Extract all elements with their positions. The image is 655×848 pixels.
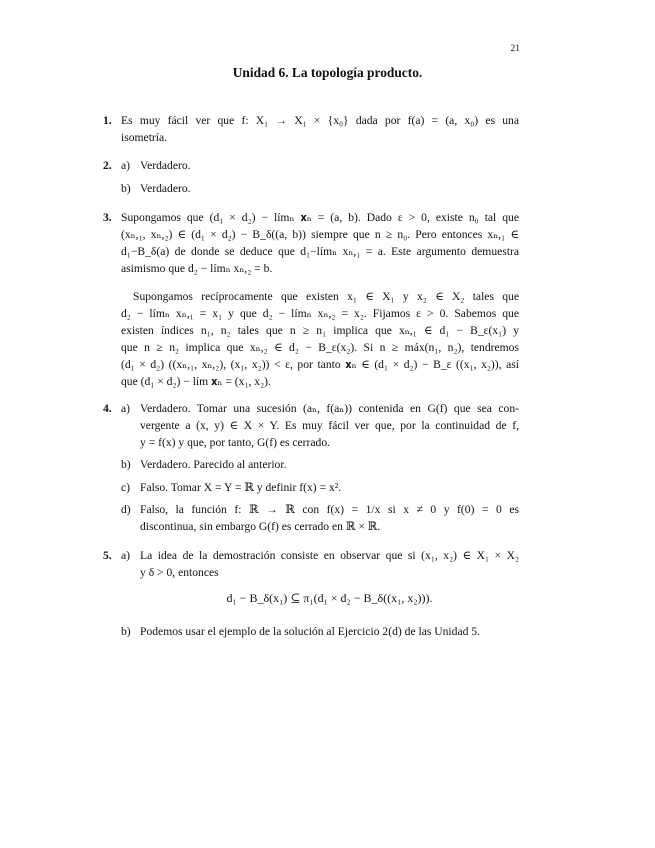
item-5a-line-1: La idea de la demostración consiste en observar que si (x₁, x₂) ∈ X₁ × X₂: [140, 549, 519, 562]
item-4d-line-2: discontinua, sin embargo G(f) es cerrado en ℝ × ℝ.: [140, 519, 381, 533]
item-5a-text: [140, 548, 519, 582]
item-5a-line-2: y δ > 0, entonces: [140, 565, 219, 579]
item-3-p2-line-6: que (d₁ × d₂) − lím 𝐱ₙ = (x₁, x₂).: [121, 374, 271, 388]
item-3-p2-line-2: d₂ − límₙ xₙ,₁ = x₁ y que d₂ − límₙ xₙ,₂ = x₂. Fijamos ε > 0. Sabemos que: [121, 306, 519, 320]
item-4c-label: c): [121, 481, 131, 494]
item-3-p2-line-4: que n ≥ n₂ implica que xₙ,₂ ∈ d₂ − B_ε(x₂). Si n ≥ máx(n₁, n₂), tendremos: [121, 340, 519, 354]
item-1-line-2: isometría.: [121, 130, 168, 144]
item-1-line-1: Es muy fácil ver que f: X₁ → X₁ × {x₀} dada por f(a) = (a, x₀) es una: [121, 114, 519, 127]
item-number-3: 3.: [103, 211, 112, 224]
item-3-p1-line-3: d₁−B_δ(a) de donde se deduce que d₁−límₙ xₙ,₁ = a. Este argumento demuestra: [121, 244, 519, 258]
item-4a-text: [140, 401, 519, 452]
item-3-p2-line-5: (d₁ × d₂) ((xₙ,₁, xₙ,₂), (x₁, x₂)) < ε, por tanto 𝐱ₙ ∈ (d₁ × d₂) − B_ε ((x₁, x₂)), así: [121, 357, 519, 371]
page-number: 21: [510, 44, 520, 54]
item-3-paragraph-1: [121, 210, 519, 278]
item-3-p2-line-3: existen índices n₁, n₂ tales que n ≥ n₁ implica que xₙ,₁ ∈ d₁ − B_ε(x₁) y: [121, 323, 519, 337]
item-number-4: 4.: [103, 402, 112, 415]
item-4c-text: Falso. Tomar X = Y = ℝ y definir f(x) = x².: [140, 481, 342, 494]
item-5b-label: b): [121, 625, 131, 638]
item-2a-label: a): [121, 159, 131, 172]
item-4a-label: a): [121, 402, 131, 415]
item-4b-label: b): [121, 458, 131, 471]
page-title: Unidad 6. La topología producto.: [232, 65, 423, 80]
item-4d-label: d): [121, 503, 131, 516]
item-3-p1-line-2: (xₙ,₁, xₙ,₂) ∈ (d₁ × d₂) − B_δ((a, b)) siempre que n ≥ n₀. Pero entonces xₙ,₁ ∈: [121, 227, 519, 241]
item-5b-text: Podemos usar el ejemplo de la solución al Ejercicio 2(d) de las Unidad 5.: [140, 625, 480, 638]
item-4a-line-1: Verdadero. Tomar una sucesión (aₙ, f(aₙ)) contenida en G(f) que sea con-: [140, 402, 519, 415]
item-5a-label: a): [121, 549, 131, 562]
item-5a-formula: d₁ − B_δ(x₁) ⊆ π₁(d₁ × d₂ − B_δ((x₁, x₂))).: [226, 591, 433, 605]
item-4a-line-2: vergente a (x, y) ∈ X × Y. Es muy fácil ver que, por la continuidad de f,: [140, 418, 519, 432]
item-4d-line-1: Falso, la función f: ℝ → ℝ con f(x) = 1/x si x ≠ 0 y f(0) = 0 es: [140, 503, 519, 516]
item-1-text: [121, 113, 519, 147]
item-2b-label: b): [121, 182, 131, 195]
item-3-p1-line-4: asimismo que d₂ − límₙ xₙ,₂ = b.: [121, 261, 273, 275]
item-4a-line-3: y = f(x) y que, por tanto, G(f) es cerrado.: [140, 435, 331, 449]
item-3-p1-line-1: Supongamos que (d₁ × d₂) − límₙ 𝐱ₙ = (a, b). Dado ε > 0, existe n₀ tal que: [121, 211, 519, 224]
item-4b-text: Verdadero. Parecido al anterior.: [140, 458, 287, 471]
item-2a-text: Verdadero.: [140, 159, 191, 172]
item-number-5: 5.: [103, 549, 112, 562]
item-2b-text: Verdadero.: [140, 182, 191, 195]
item-4d-text: [140, 502, 519, 536]
item-3-paragraph-2: [121, 289, 519, 390]
item-3-p2-line-1: Supongamos recíprocamente que existen x₁ ∈ X₁ y x₂ ∈ X₂ tales que: [133, 290, 519, 303]
item-number-2: 2.: [103, 159, 112, 172]
item-number-1: 1.: [103, 114, 112, 127]
